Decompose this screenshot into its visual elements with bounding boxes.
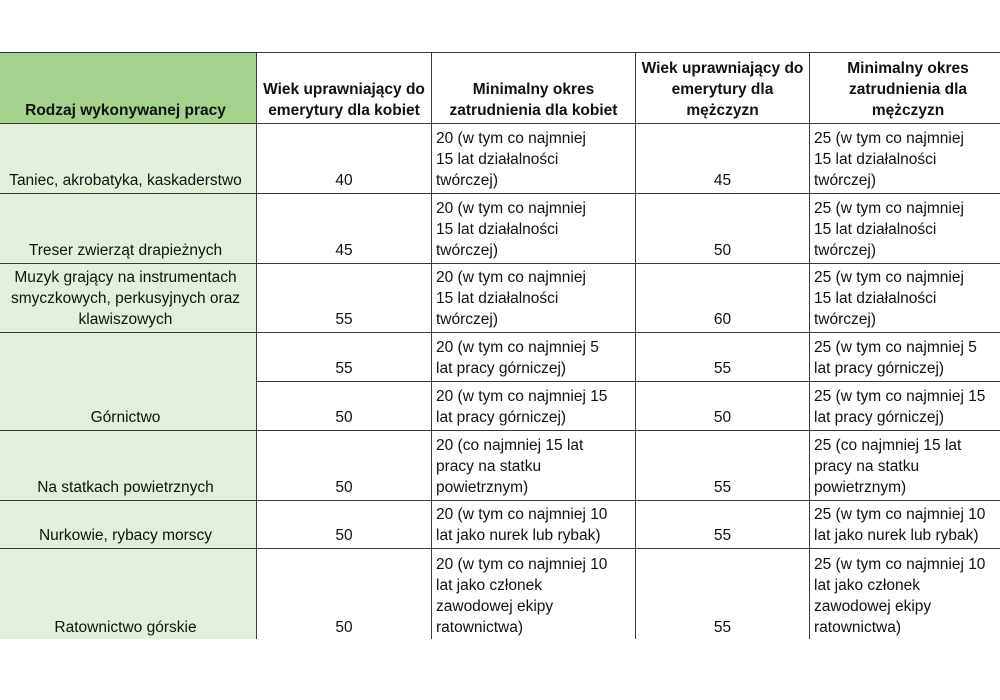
women-period-cell: 20 (w tym co najmniej 5 lat pracy górniczej) <box>432 333 636 382</box>
work-type-cell: Górnictwo <box>0 333 257 431</box>
work-type-cell: Taniec, akrobatyka, kaskaderstwo <box>0 124 257 194</box>
men-age-cell: 55 <box>636 333 810 382</box>
women-period-cell: 20 (w tym co najmniej 10 lat jako nurek lub rybak) <box>432 501 636 549</box>
work-type-cell: Ratownictwo górskie <box>0 549 257 640</box>
work-type-cell: Na statkach powietrznych <box>0 431 257 501</box>
header-women-age: Wiek uprawniający do emerytury dla kobiet <box>257 53 432 124</box>
men-age-cell: 50 <box>636 382 810 431</box>
pension-table <box>0 52 1000 639</box>
header-men-age: Wiek uprawniający do emerytury dla mężczyzn <box>636 53 810 124</box>
table-row <box>0 124 1000 194</box>
women-age-cell: 55 <box>257 333 432 382</box>
men-age-cell: 60 <box>636 264 810 333</box>
women-age-cell: 40 <box>257 124 432 194</box>
table-row <box>0 431 1000 501</box>
table-row <box>0 549 1000 640</box>
women-period-cell: 20 (co najmniej 15 lat pracy na statku powietrznym) <box>432 431 636 501</box>
men-period-cell: 25 (w tym co najmniej 15 lat pracy górniczej) <box>810 382 1000 431</box>
men-age-cell: 55 <box>636 549 810 640</box>
women-age-cell: 50 <box>257 382 432 431</box>
men-period-cell: 25 (w tym co najmniej 15 lat działalności twórczej) <box>810 124 1000 194</box>
men-period-cell: 25 (w tym co najmniej 5 lat pracy górniczej) <box>810 333 1000 382</box>
header-work-type: Rodzaj wykonywanej pracy <box>0 53 257 124</box>
table-row <box>0 501 1000 549</box>
women-age-cell: 45 <box>257 194 432 264</box>
header-row <box>0 53 1000 124</box>
men-period-cell: 25 (co najmniej 15 lat pracy na statku powietrznym) <box>810 431 1000 501</box>
table-row <box>0 194 1000 264</box>
men-age-cell: 50 <box>636 194 810 264</box>
men-period-cell: 25 (w tym co najmniej 10 lat jako nurek lub rybak) <box>810 501 1000 549</box>
men-period-cell: 25 (w tym co najmniej 15 lat działalności twórczej) <box>810 264 1000 333</box>
women-period-cell: 20 (w tym co najmniej 15 lat pracy górniczej) <box>432 382 636 431</box>
work-type-cell: Treser zwierząt drapieżnych <box>0 194 257 264</box>
table-row <box>0 333 1000 382</box>
men-period-cell: 25 (w tym co najmniej 15 lat działalności twórczej) <box>810 194 1000 264</box>
women-age-cell: 50 <box>257 431 432 501</box>
men-age-cell: 55 <box>636 501 810 549</box>
men-age-cell: 55 <box>636 431 810 501</box>
women-period-cell: 20 (w tym co najmniej 10 lat jako członek zawodowej ekipy ratownictwa) <box>432 549 636 640</box>
women-period-cell: 20 (w tym co najmniej 15 lat działalności twórczej) <box>432 124 636 194</box>
women-period-cell: 20 (w tym co najmniej 15 lat działalności twórczej) <box>432 264 636 333</box>
work-type-cell: Muzyk grający na instrumentach smyczkowych, perkusyjnych oraz klawiszowych <box>0 264 257 333</box>
women-age-cell: 50 <box>257 549 432 640</box>
table-row <box>0 264 1000 333</box>
work-type-cell: Nurkowie, rybacy morscy <box>0 501 257 549</box>
women-period-cell: 20 (w tym co najmniej 15 lat działalności twórczej) <box>432 194 636 264</box>
men-age-cell: 45 <box>636 124 810 194</box>
header-women-period: Minimalny okres zatrudnienia dla kobiet <box>432 53 636 124</box>
header-men-period: Minimalny okres zatrudnienia dla mężczyzn <box>810 53 1000 124</box>
men-period-cell: 25 (w tym co najmniej 10 lat jako członek zawodowej ekipy ratownictwa) <box>810 549 1000 640</box>
women-age-cell: 55 <box>257 264 432 333</box>
women-age-cell: 50 <box>257 501 432 549</box>
pension-table-container <box>0 52 1000 639</box>
